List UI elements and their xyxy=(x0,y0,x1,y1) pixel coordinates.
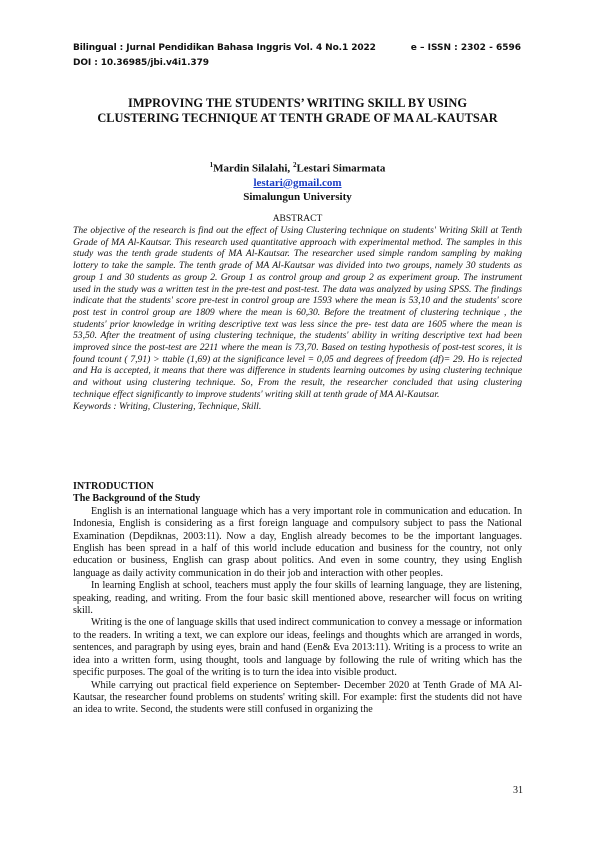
issn-line: e – ISSN : 2302 - 6596 xyxy=(410,43,521,53)
journal-citation: Bilingual : Jurnal Pendidikan Bahasa Inggris Vol. 4 No.1 2022 xyxy=(73,43,376,53)
body-paragraph: In learning English at school, teachers must apply the four skills of learning language, they are listening, speaking, reading, and writing. From the four basic skill mentioned above, researcher will focus on writing skill. xyxy=(73,580,522,617)
abstract-text: The objective of the research is find out the effect of Using Clustering technique on students' Writing Skill at Tenth Grade of MA Al-Kautsar. This research used quantitative approach with experimental method. The samples in this study was the tenth grade students of MA Al-Kautsar. The researcher used simple random sampling by making lottery to take the sample. The tenth grade of MA Al-Kautsar was divided into two groups, namely 30 students as group 1 and 30 students as group 2. Group 1 as control group and group 2 as experiment group. The instrument used in the study was a written test in the pre-test and post-test. The data was analyzed by using SPSS. The findings indicate that the students' score pre-test in control group are 1593 where the mean is 53,10 and the students' score post test in control group are 1809 where the mean is 60,30. Before the treatment of clustering technique , the students' prior knowledge in writing descriptive text was less since the pre- test data are 1605 where the mean is 53,50. After the treatment of using clustering technique, the students' ability in writing descriptive text had been improved since the post-test are 2211 where the mean is 73,70. Based on testing hypothesis of post-test scores, it is found tcount ( 7,91) > ttable (1,69) at the significance level = 0,05 and degrees of freedom (df)= 29. Ho is rejected and Ha is accepted, it means that there was difference in students learning outcomes by using clustering technique and without using clustering technique. So, From the result, the researcher concluded that using clustering technique effect significantly to improve students' writing skill at tenth grade of MA Al-Kautsar. xyxy=(73,225,522,400)
body-paragraph: While carrying out practical field experience on September- December 2020 at Tenth Grade of MA Al-Kautsar, the researcher found problems on students' writing skill. For example: first the students did not have an idea to write. Second, the students were still confused in organizing the xyxy=(73,679,522,716)
main-body xyxy=(73,481,522,717)
section-heading: INTRODUCTION xyxy=(73,481,154,492)
author-1-marker: 1 xyxy=(209,161,214,169)
doi-line: DOI : 10.36985/jbi.v4i1.379 xyxy=(73,58,209,68)
author-2-name: Lestari Simarmata xyxy=(296,162,386,175)
affiliation: Simalungun University xyxy=(243,190,352,203)
abstract-block xyxy=(73,225,522,412)
author-1-name: Mardin Silalahi, xyxy=(213,162,293,175)
journal-header xyxy=(73,41,376,71)
author-2-marker: 2 xyxy=(292,161,297,169)
body-paragraph: Writing is the one of language skills that used indirect communication to convey a message or information to the readers. In writing a text, we can explore our ideas, feelings and thoughts which are arranged in words, sentences, and paragraph by using eyes, brain and hand (Een& Eva 2013:11). Writing is a process to write an idea into a written form, using thought, tools and language by following the rule of writing which has the specific purposes. The goal of the writing is to turn the idea into visible product. xyxy=(73,617,522,679)
paper-title: IMPROVING THE STUDENTS’ WRITING SKILL BY USING CLUSTERING TECHNIQUE AT TENTH GRADE OF MA AL-KAUTSAR xyxy=(97,96,498,125)
author-names xyxy=(73,158,522,176)
author-block xyxy=(73,158,522,204)
abstract-heading: ABSTRACT xyxy=(272,214,323,224)
author-email-link[interactable]: lestari@gmail.com xyxy=(253,176,342,189)
page-number: 31 xyxy=(513,785,523,796)
keywords: Keywords : Writing, Clustering, Technique, Skill. xyxy=(73,400,262,412)
body-paragraph: English is an international language which has a very important role in communication and education. In Indonesia, English is considering as a first foreign language and compulsory subject to pass the National Examination (Depdiknas, 2003:11). Now a day, English already becomes to be the important languages. English has been spread in a half of this world include education and business for the country, not only education or business, English can grasp about politics. And even in some country, they using English language as daily activity communication in do their job and interaction with other peoples. xyxy=(73,505,522,579)
subsection-heading: The Background of the Study xyxy=(73,493,201,505)
